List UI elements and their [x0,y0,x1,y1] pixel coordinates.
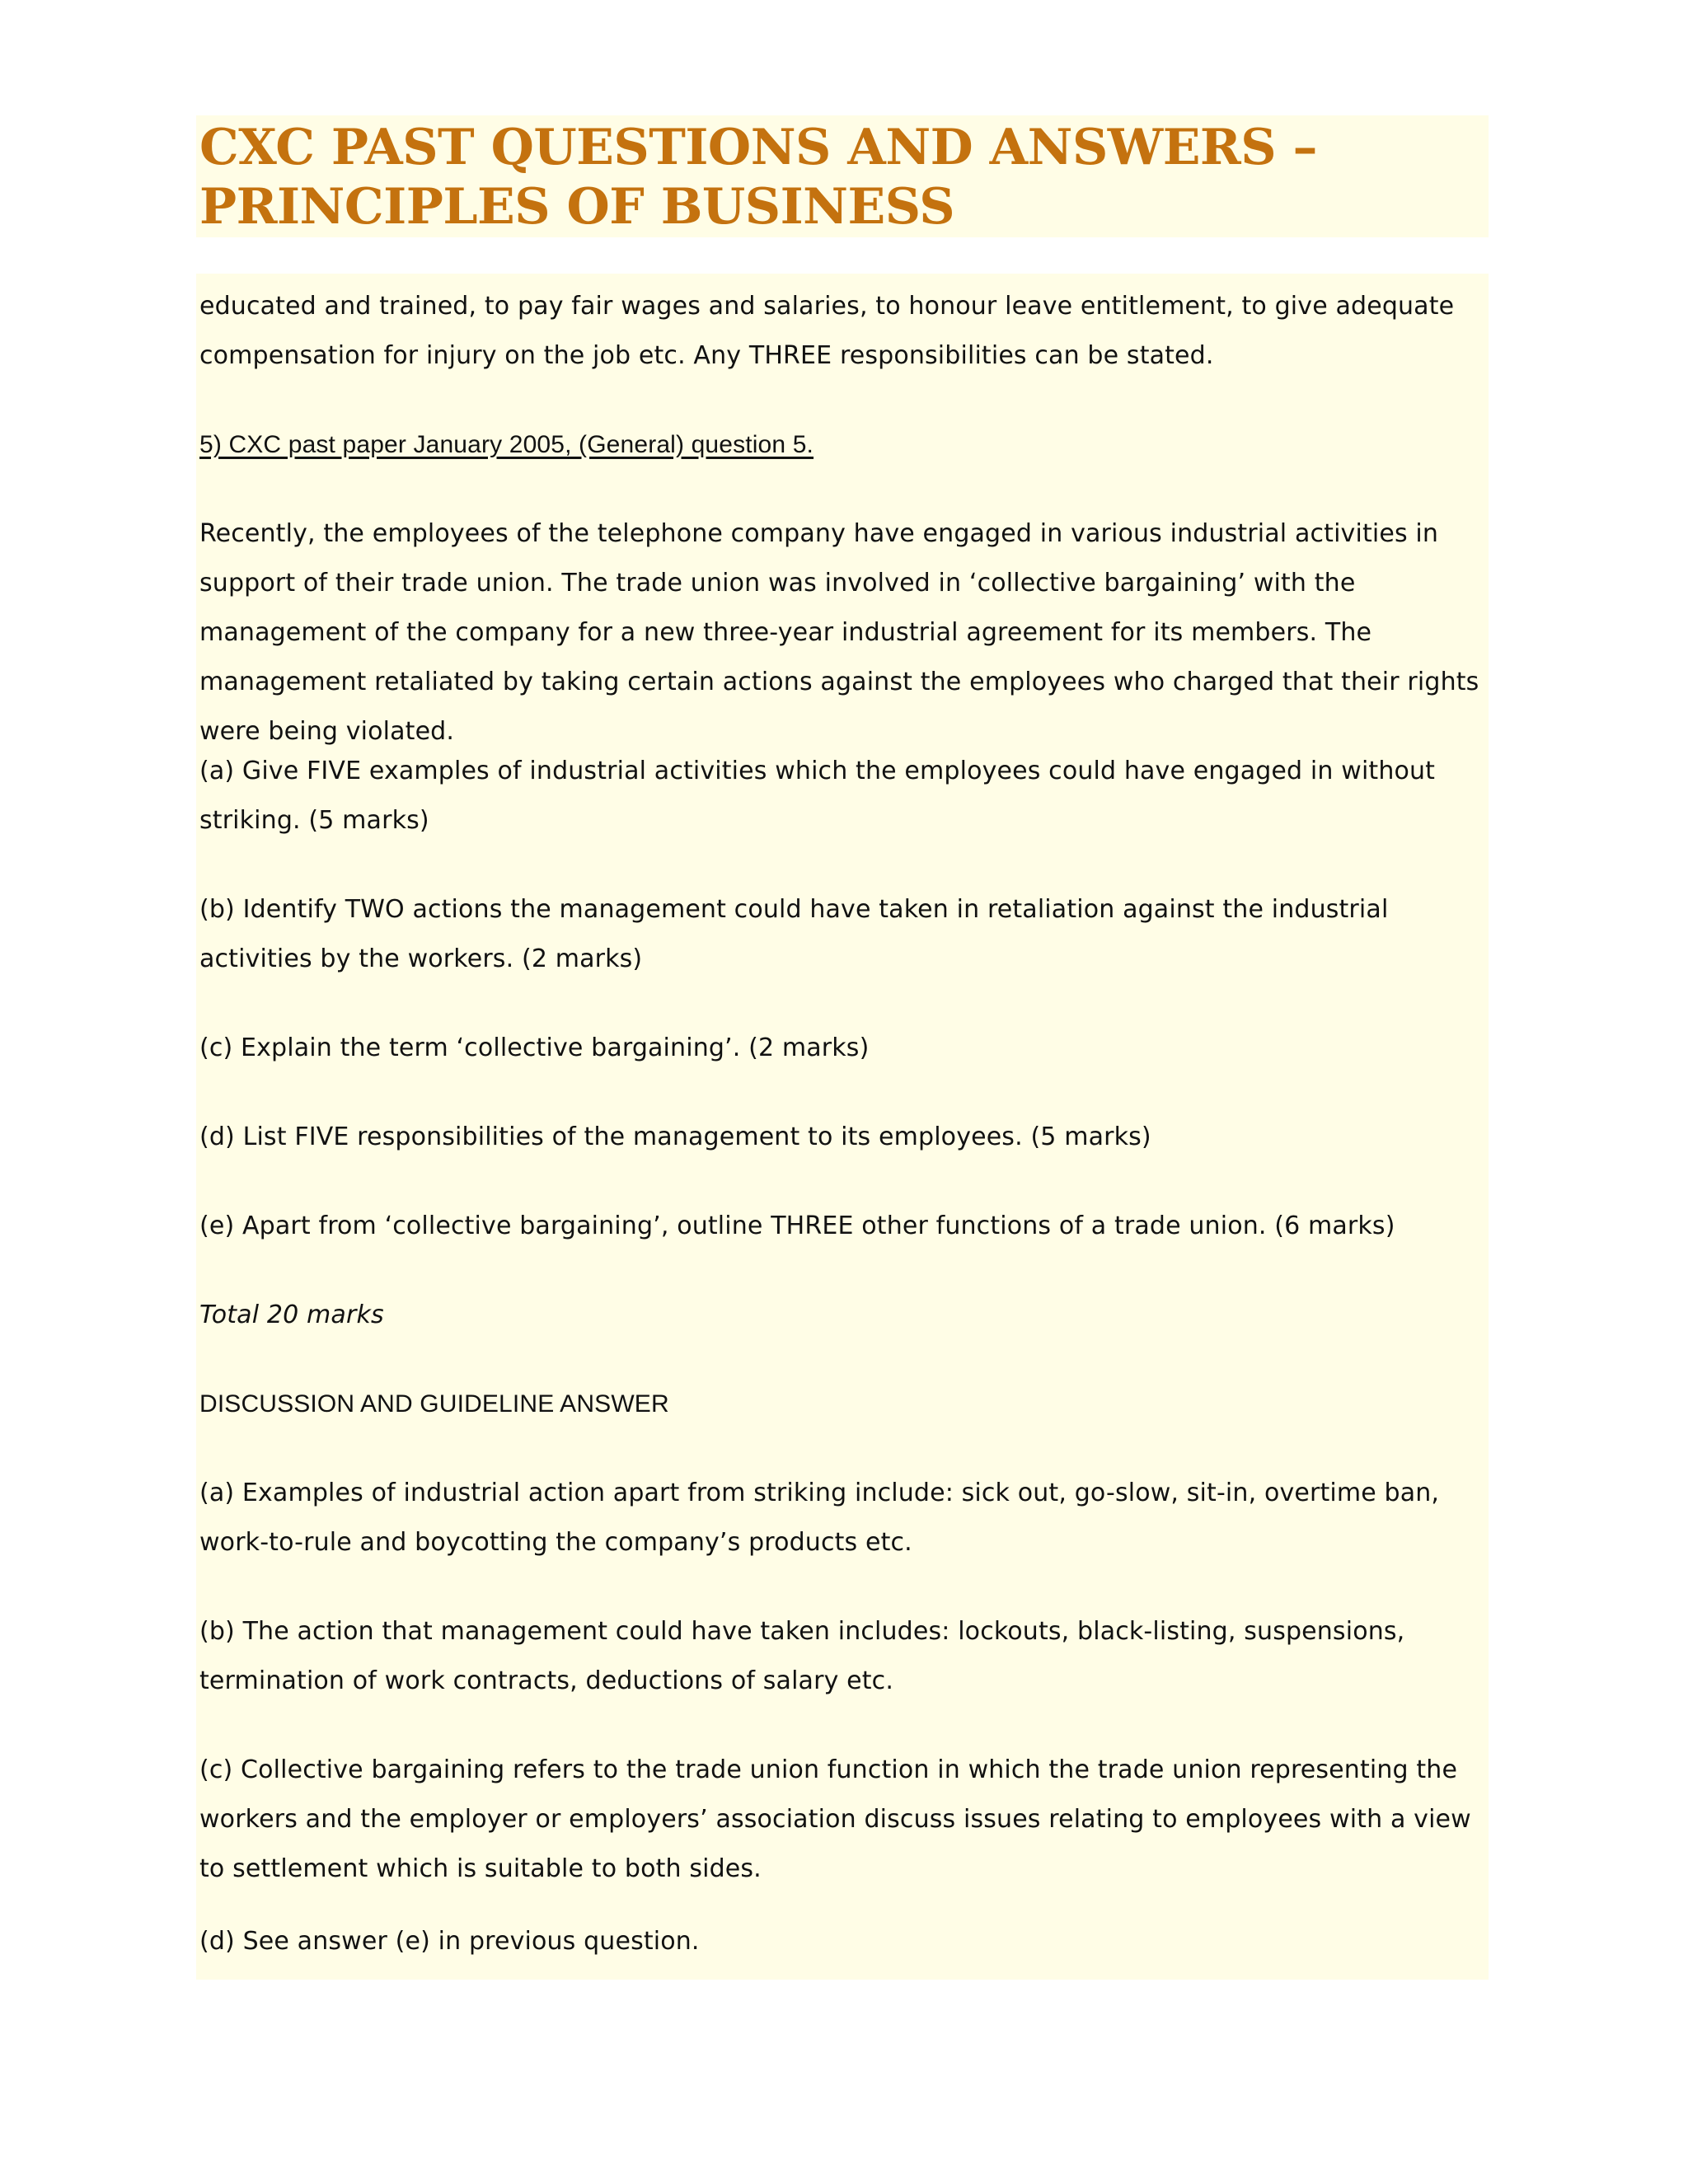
question-e: (e) Apart from ‘collective bargaining’, outline THREE other functions of a trade union. (6 marks) [199,1212,1395,1240]
total-marks: Total 20 marks [199,1301,384,1329]
answer-c: (c) Collective bargaining refers to the trade union function in which the trade union representing the workers and the employer or employers’ association discuss issues relating to employees with a view to settlement which is suitable to both sides. [199,1755,1471,1883]
question-b: (b) Identify TWO actions the management could have taken in retaliation against the industrial activities by the workers. (2 marks) [199,895,1389,973]
answer-a: (a) Examples of industrial action apart from striking include: sick out, go-slow, sit-in, overtime ban, work-to-rule and boycotting the company’s products etc. [199,1479,1440,1557]
title-block [196,115,1489,237]
answer-b: (b) The action that management could have taken includes: lockouts, black-listing, suspensions, termination of work contracts, deductions of salary etc. [199,1617,1405,1695]
scenario-paragraph: Recently, the employees of the telephone company have engaged in various industrial activities in support of their trade union. The trade union was involved in ‘collective bargaining’ with the management of the company for a new three-year industrial agreement for its members. The management retaliated by taking certain actions against the employees who charged that their rights were being violated. [199,519,1479,746]
page-title-line-2: PRINCIPLES OF BUSINESS [199,178,955,236]
question-c: (c) Explain the term ‘collective bargaining’. (2 marks) [199,1033,870,1062]
answer-d: (d) See answer (e) in previous question. [199,1927,700,1956]
page-title-line-1: CXC PAST QUESTIONS AND ANSWERS – [199,119,1318,176]
question-a: (a) Give FIVE examples of industrial activities which the employees could have engaged in without striking. (5 marks) [199,757,1436,835]
question-d: (d) List FIVE responsibilities of the management to its employees. (5 marks) [199,1122,1151,1151]
continuation-paragraph: educated and trained, to pay fair wages and salaries, to honour leave entitlement, to give adequate compensation for injury on the job etc. Any THREE responsibilities can be stated. [199,292,1455,370]
question-heading: 5) CXC past paper January 2005, (General) question 5. [199,431,814,458]
document-body [196,274,1489,1980]
discussion-heading: DISCUSSION AND GUIDELINE ANSWER [199,1390,669,1418]
